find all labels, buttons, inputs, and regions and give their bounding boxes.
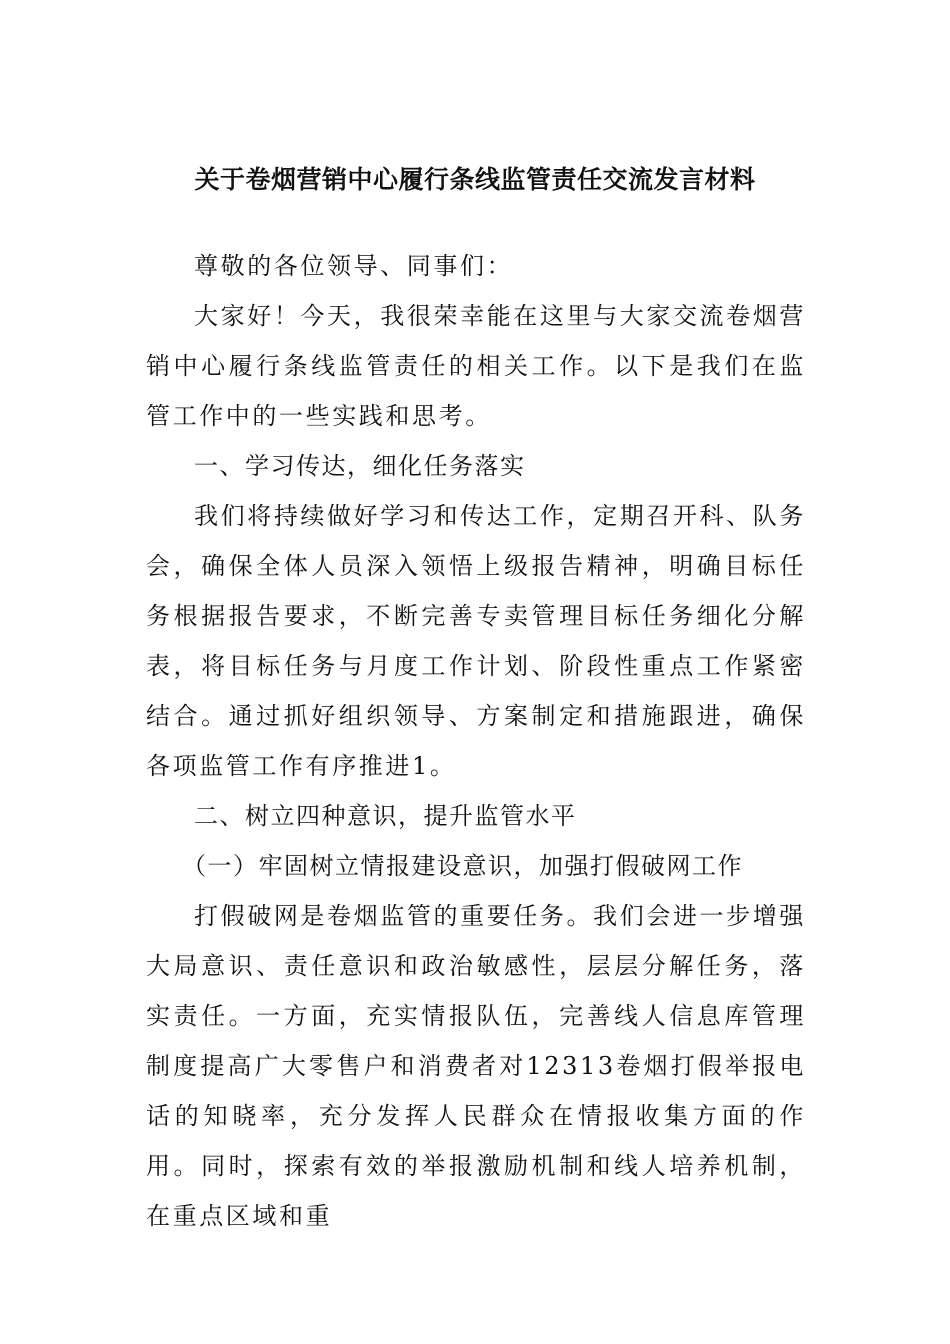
intro-paragraph: 大家好！今天，我很荣幸能在这里与大家交流卷烟营销中心履行条线监管责任的相关工作。以下是我们在监管工作中的一些实践和思考。 — [146, 302, 806, 430]
subsection-heading-1: （一）牢固树立情报建设意识，加强打假破网工作 — [182, 852, 743, 880]
section-heading-1: 一、学习传达，细化任务落实 — [194, 452, 526, 480]
greeting-paragraph: 尊敬的各位领导、同事们： — [194, 252, 514, 280]
document-title: 关于卷烟营销中心履行条线监管责任交流发言材料 — [194, 165, 756, 194]
section-1-paragraph: 我们将持续做好学习和传达工作，定期召开科、队务会，确保全体人员深入领悟上级报告精神，明确目标任务根据报告要求，不断完善专卖管理目标任务细化分解表，将目标任务与月度工作计划、阶段性重点工作紧密结合。通过抓好组织领导、方案制定和措施跟进，确保各项监管工作有序推进1。 — [146, 502, 806, 780]
document-body — [146, 241, 806, 1241]
section-heading-2: 二、树立四种意识，提升监管水平 — [194, 802, 577, 830]
subsection-1-paragraph: 打假破网是卷烟监管的重要任务。我们会进一步增强大局意识、责任意识和政治敏感性，层层分解任务，落实责任。一方面，充实情报队伍，完善线人信息库管理制度提高广大零售户和消费者对12313卷烟打假举报电话的知晓率，充分发挥人民群众在情报收集方面的作用。同时，探索有效的举报激励机制和线人培养机制，在重点区域和重 — [146, 902, 806, 1230]
